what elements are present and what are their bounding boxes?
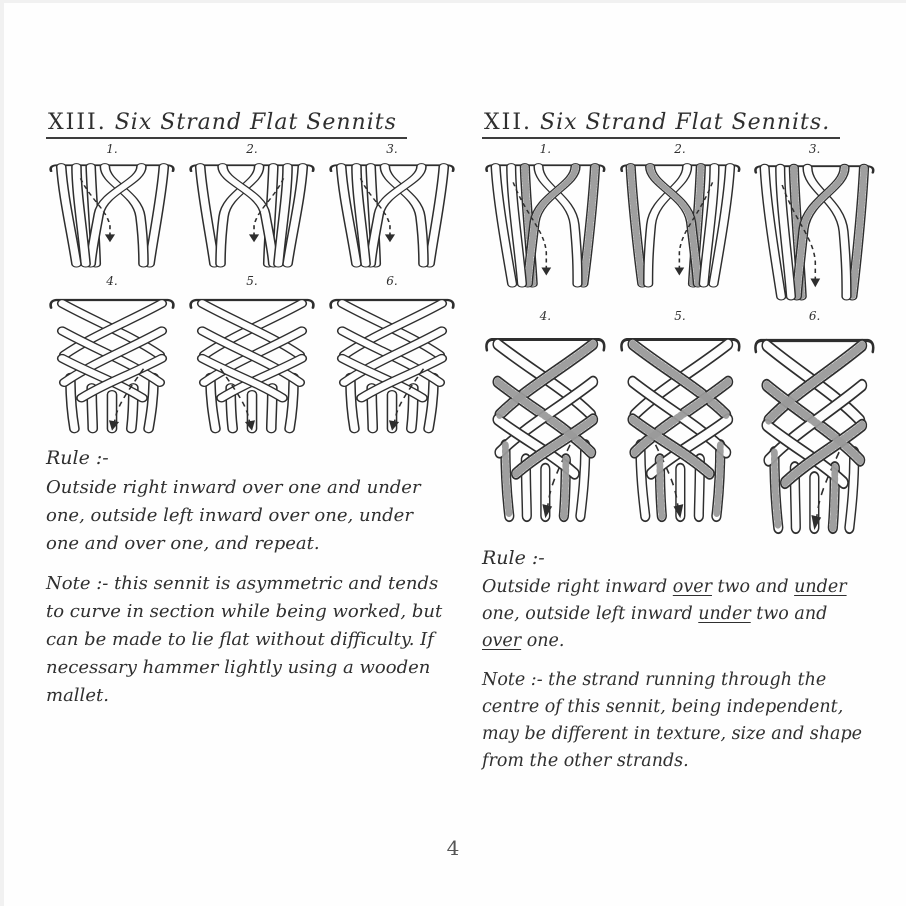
figure-cell <box>617 142 744 301</box>
figure-cell <box>482 309 609 535</box>
left-chapter-numeral: XIII. <box>48 110 107 135</box>
sennit-braid-illustration <box>326 288 458 434</box>
sennit-braid-illustration <box>186 156 318 268</box>
page-number: 4 <box>446 836 460 860</box>
figure-number: 5. <box>246 274 258 288</box>
sennit-braid-illustration <box>482 323 609 523</box>
note-text: Note :- this sennit is asymmetric and tends to curve in section while being worked, but can be made to lie flat without difficulty. If necessary hammer lightly using a wooden mallet. <box>46 573 443 706</box>
sennit-braid-illustration <box>617 156 744 288</box>
right-figure-row-2 <box>482 309 878 535</box>
sennit-braid-illustration <box>482 156 609 288</box>
sennit-braid-illustration <box>751 323 878 535</box>
figure-cell <box>617 309 744 535</box>
sennit-braid-illustration <box>617 323 744 523</box>
figure-cell <box>46 142 178 268</box>
right-title-text: Six Strand Flat Sennits. <box>540 110 831 135</box>
left-rule-block <box>46 444 451 710</box>
figure-cell <box>186 142 318 268</box>
sennit-braid-illustration <box>326 156 458 268</box>
sennit-braid-illustration <box>186 288 318 434</box>
rule-text: Outside right inward over two and under one, outside left inward under two and over one. <box>482 577 847 651</box>
figure-cell <box>46 274 178 434</box>
figure-number: 1. <box>106 142 118 156</box>
figure-number: 6. <box>386 274 398 288</box>
figure-cell <box>186 274 318 434</box>
figure-number: 1. <box>539 142 552 156</box>
note-text: Note :- the strand running through the centre of this sennit, being independent, may be different in texture, size and shape from the other strands. <box>482 670 863 771</box>
rule-heading: Rule :- <box>482 547 545 569</box>
figure-number: 2. <box>674 142 686 156</box>
figure-cell <box>326 142 458 268</box>
right-rule-block <box>482 545 870 775</box>
figure-number: 6. <box>808 309 821 323</box>
right-column <box>482 110 878 775</box>
rule-text: Outside right inward over one and under one, outside left inward over one, under one and over one, and repeat. <box>46 477 421 554</box>
figure-number: 4. <box>539 309 552 323</box>
sennit-braid-illustration <box>751 156 878 301</box>
figure-number: 4. <box>106 274 118 288</box>
figure-number: 5. <box>674 309 686 323</box>
left-section-title <box>46 110 407 139</box>
rule-heading: Rule :- <box>46 447 109 469</box>
figure-number: 3. <box>386 142 398 156</box>
left-figure-row-2 <box>46 274 458 434</box>
figure-number: 2. <box>246 142 258 156</box>
sennit-braid-illustration <box>46 156 178 268</box>
right-chapter-numeral: XII. <box>484 110 533 135</box>
right-figure-row-1 <box>482 142 878 301</box>
figure-number: 3. <box>808 142 821 156</box>
left-title-text: Six Strand Flat Sennits <box>114 110 397 135</box>
left-figure-row-1 <box>46 142 458 268</box>
left-column <box>46 110 458 710</box>
figure-cell <box>326 274 458 434</box>
figure-cell <box>751 142 878 301</box>
figure-cell <box>751 309 878 535</box>
sennit-braid-illustration <box>46 288 178 434</box>
right-section-title <box>482 110 840 139</box>
figure-cell <box>482 142 609 301</box>
